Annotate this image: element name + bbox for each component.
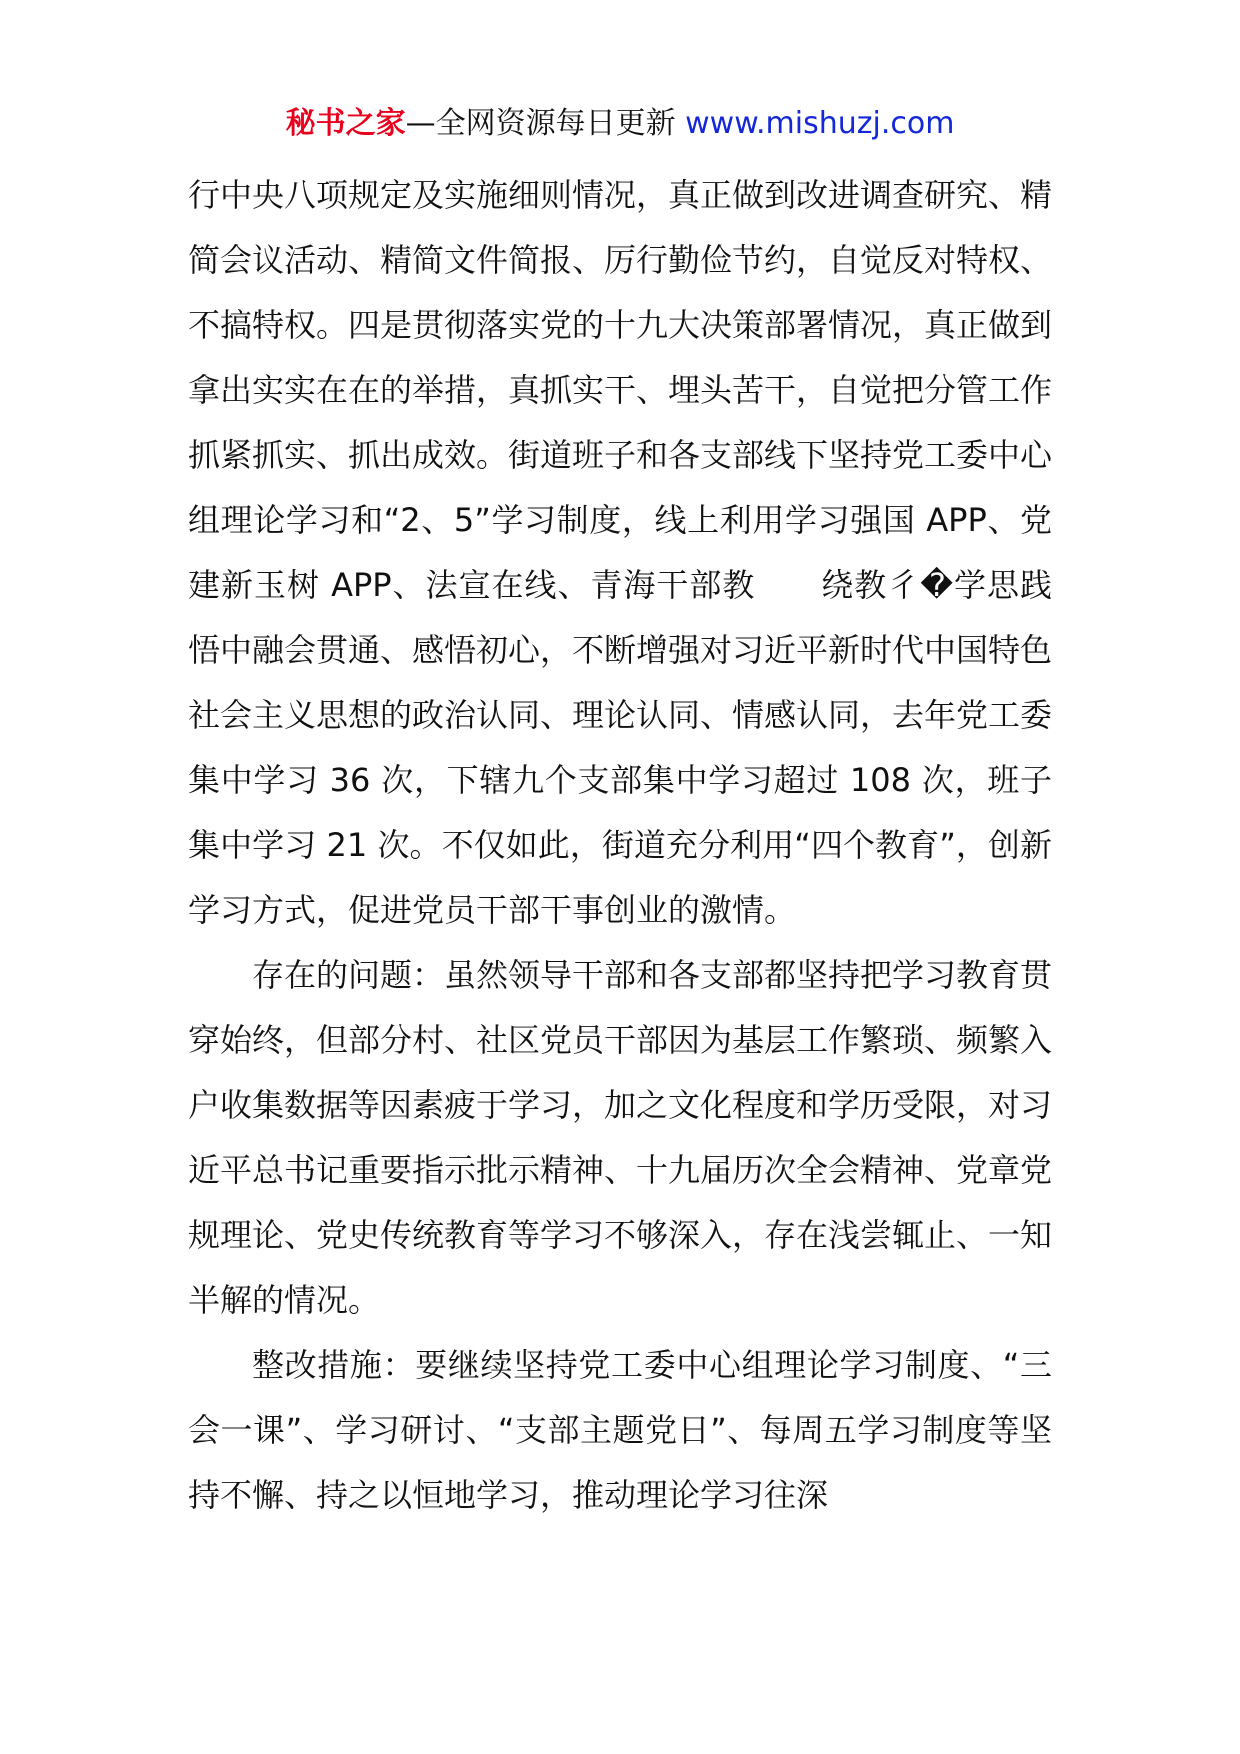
- paragraph-continuation: 行中央八项规定及实施细则情况，真正做到改进调查研究、精简会议活动、精简文件简报、厉行勤俭节约，自觉反对特权、不搞特权。四是贯彻落实党的十九大决策部署情况，真正做到拿出实实在在的举措，真抓实干、埋头苦干，自觉把分管工作抓紧抓实、抓出成效。街道班子和各支部线下坚持党工委中心组理论学习和“2、5”学习制度，线上利用学习强国 APP、党建新玉树 APP、法宣在线、青海干部教 绕教彳�学思践悟中融会贯通、感悟初心，不断增强对习近平新时代中国特色社会主义思想的政治认同、理论认同、情感认同，去年党工委集中学习 36 次，下辖九个支部集中学习超过 108 次，班子集中学习 21 次。不仅如此，街道充分利用“四个教育”，创新学习方式，促进党员干部干事创业的激情。: [188, 176, 1053, 929]
- site-tagline: —全网资源每日更新: [405, 106, 686, 141]
- site-brand: 秘书之家: [285, 106, 406, 141]
- watermark-header: [0, 104, 1240, 144]
- paragraph-existing-problems: 存在的问题：虽然领导干部和各支部都坚持把学习教育贯穿始终，但部分村、社区党员干部因为基层工作繁琐、频繁入户收集数据等因素疲于学习，加之文化程度和学历受限，对习近平总书记重要指示批示精神、十九届历次全会精神、党章党规理论、党史传统教育等学习不够深入，存在浅尝辄止、一知半解的情况。: [188, 956, 1053, 1319]
- paragraph-rectification-measures: 整改措施：要继续坚持党工委中心组理论学习制度、“三会一课”、学习研讨、“支部主题党日”、每周五学习制度等坚持不懈、持之以恒地学习，推动理论学习往深: [188, 1346, 1052, 1514]
- document-body: [188, 163, 1052, 1528]
- site-url-link[interactable]: www.mishuzj.com: [685, 106, 955, 141]
